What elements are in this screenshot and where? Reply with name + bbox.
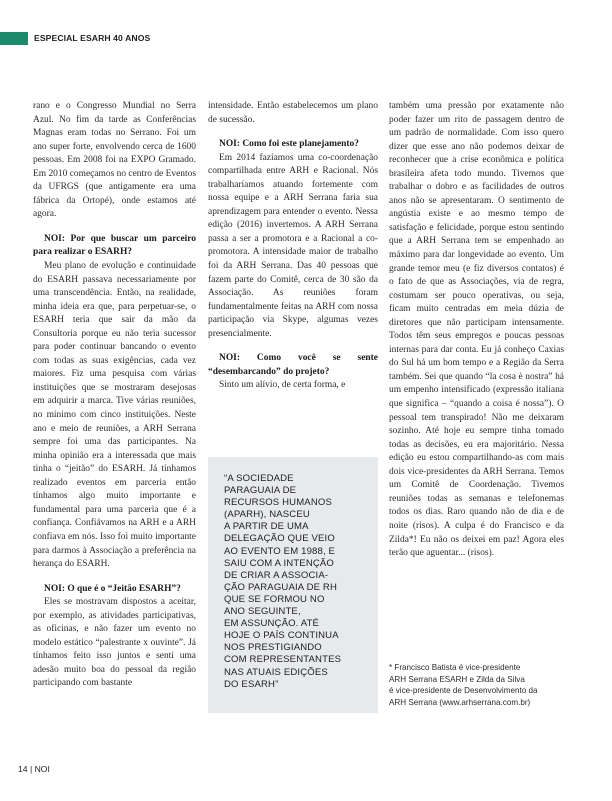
footnote-line: ARH Serrana (www.arhserrana.com.br) [389,697,531,707]
footnote [389,662,565,708]
paragraph: também uma pressão por exatamente não poder fazer um rito de passagem dentro de um padrão de normalidade. Com isso quero dizer que esse ano não podemos deixar de reconhecer que a crise econômica e política brasileira afeta todo mundo. Tivemos que trabalhar o dobro e as facilidades de outros anos não se apresentaram. O sentimento de angústia existe e ao mesmo tempo de satisfação e felicidade, porque estou sentindo que a ARH Serrana tem se empenhado ao máximo para dar longevidade ao evento. Um grande temor meu (e fiz diversos contatos) é o fato de que as Associações, via de regra, costumam ser pouco operativas, ou seja, ficam muito centradas em meia dúzia de diretores que não participam intensamente. Todos têm seus empregos e poucas pessoas internas para dar conta. Eu já conheço Caxias do Sul há um bom tempo e a Região da Serra também. Sei que quando “la cosa è nostra” há um empenho intensificado (expressão italiana que significa – “quando a coisa é nossa”). O pessoal tem transpirado! Não me deixaram sozinho. Até hoje eu sempre tinha tomado todas as decisões, eu era majoritário. Nessa edição eu estou compartilhando-as com mais dois vice-presidentes da ARH Serrana. Temos um Comitê de Coordenação. Tivemos reuniões todas as semanas e telefonemas todos os dias. Raro quando não de dia e de noite (risos). A culpa é do Francisco e da Zilda*! Eu não os deixei em paz! Agora eles terão que aguentar... (risos). [389,101,564,559]
interview-question: NOI: O que é o “Jeitão ESARH”? [44,583,181,594]
section-header: ESPECIAL ESARH 40 ANOS [34,33,151,43]
paragraph: Em 2014 fazíamos uma co-coordenação compartilhada entre ARH e Racional. Nós trabalharíamos atuando fortemente com nossa equipe e a ARH Serrana faria sua aprendizagem para entender o evento. Nessa edição (2016) invertemos. A ARH Serrana passa a ser a promotora e a Racional a co-promotora. A intensidade maior de trabalho foi da ARH Serrana. Das 40 pessoas que fazem parte do Comitê, cerca de 30 são da Associação. As reuniões foram fundamentalmente feitas na ARH com nossa participação via Skype, algumas vezes presencialmente. [208,152,378,339]
interview-question: NOI: Como você se sente “desembarcando” do projeto? [208,353,378,377]
footnote-line: * Francisco Batista é vice-presidente [389,663,521,672]
page-footer: 14 | NOI [18,764,50,774]
paragraph: Eles se mostravam dispostos a aceitar, por exemplo, as atividades participativas, as oficinas, e não fazer um evento no modelo estático “palestrante x ouvinte”. Já tínhamos feito isso juntos e senti uma adesão muito boa do pessoal da região participando com bastante [33,597,196,689]
section-marker [0,32,28,45]
pull-quote-box [208,457,378,713]
paragraph: Sinto um alívio, de certa forma, e [219,380,346,391]
paragraph: intensidade. Então estabelecemos um plano de sucessão. [208,101,378,125]
paragraph: Meu plano de evolução e continuidade do ESARH passava necessariamente por uma transcendência. Então, na realidade, minha ideia era que, para perpetuar-se, o ESARH teria que sair da mão da Consultoria porque eu não teria sucessor para poder continuar bancando o evento com todas as suas exigências, cada vez maiores. Fiz uma pesquisa com várias instituições que se mostraram desejosas em adquirir a marca. Tive várias reuniões, no mínimo com cinco instituições. Neste ano e meio de reuniões, a ARH Serrana sempre foi uma das participantes. Na minha opinião era a interessada que mais tinha o “jeitão” do ESARH. Já tínhamos realizado eventos em parceria então tínhamos algo muito importante e fundamental para uma parceria que é a confiança. Confiávamos na ARH e a ARH confiava em nós. Isso foi muito importante para darmos à Associação a preferência na herança do ESARH. [33,261,196,570]
article-column-3 [389,100,564,561]
paragraph: rano e o Congresso Mundial no Serra Azul. No fim da tarde as Conferências Magnas eram todas no Serrano. Foi um ano super forte, envolvendo cerca de 1600 pessoas. Em 2008 foi na EXPO Gramado. Em 2010 começamos no centro de Eventos da UFRGS (que antigamente era uma fábrica da Ortopé), onde estamos até agora. [33,101,197,220]
footnote-line: ARH Serrana ESARH e Zilda da Silva [389,674,525,684]
footnote-line: é vice-presidente de Desenvolvimento da [389,686,538,696]
interview-question: NOI: Como foi este planejamento? [219,139,359,150]
article-column-2 [208,100,378,393]
pull-quote: “A SOCIEDADE PARAGUAIA DE RECURSOS HUMANOS (APARH), NASCEU A PARTIR DE UMA DELEGAÇÃO QUE VEIO AO EVENTO EM 1988, E SAIU COM A INTENÇÃO DE CRIAR A ASSOCIA- ÇÃO PARAGUAIA DE RH QUE SE FORMOU NO ANO SEGUINTE, EM ASSUNÇÃO. ATÉ HOJE O PAÍS CONTINUA NOS PRESTIGIANDO COM REPRESENTANTES NAS ATUAIS EDIÇÕES DO ESARH” [224,473,342,690]
interview-question: NOI: Por que buscar um parceiro para realizar o ESARH? [33,233,196,258]
article-column-1 [33,100,196,691]
